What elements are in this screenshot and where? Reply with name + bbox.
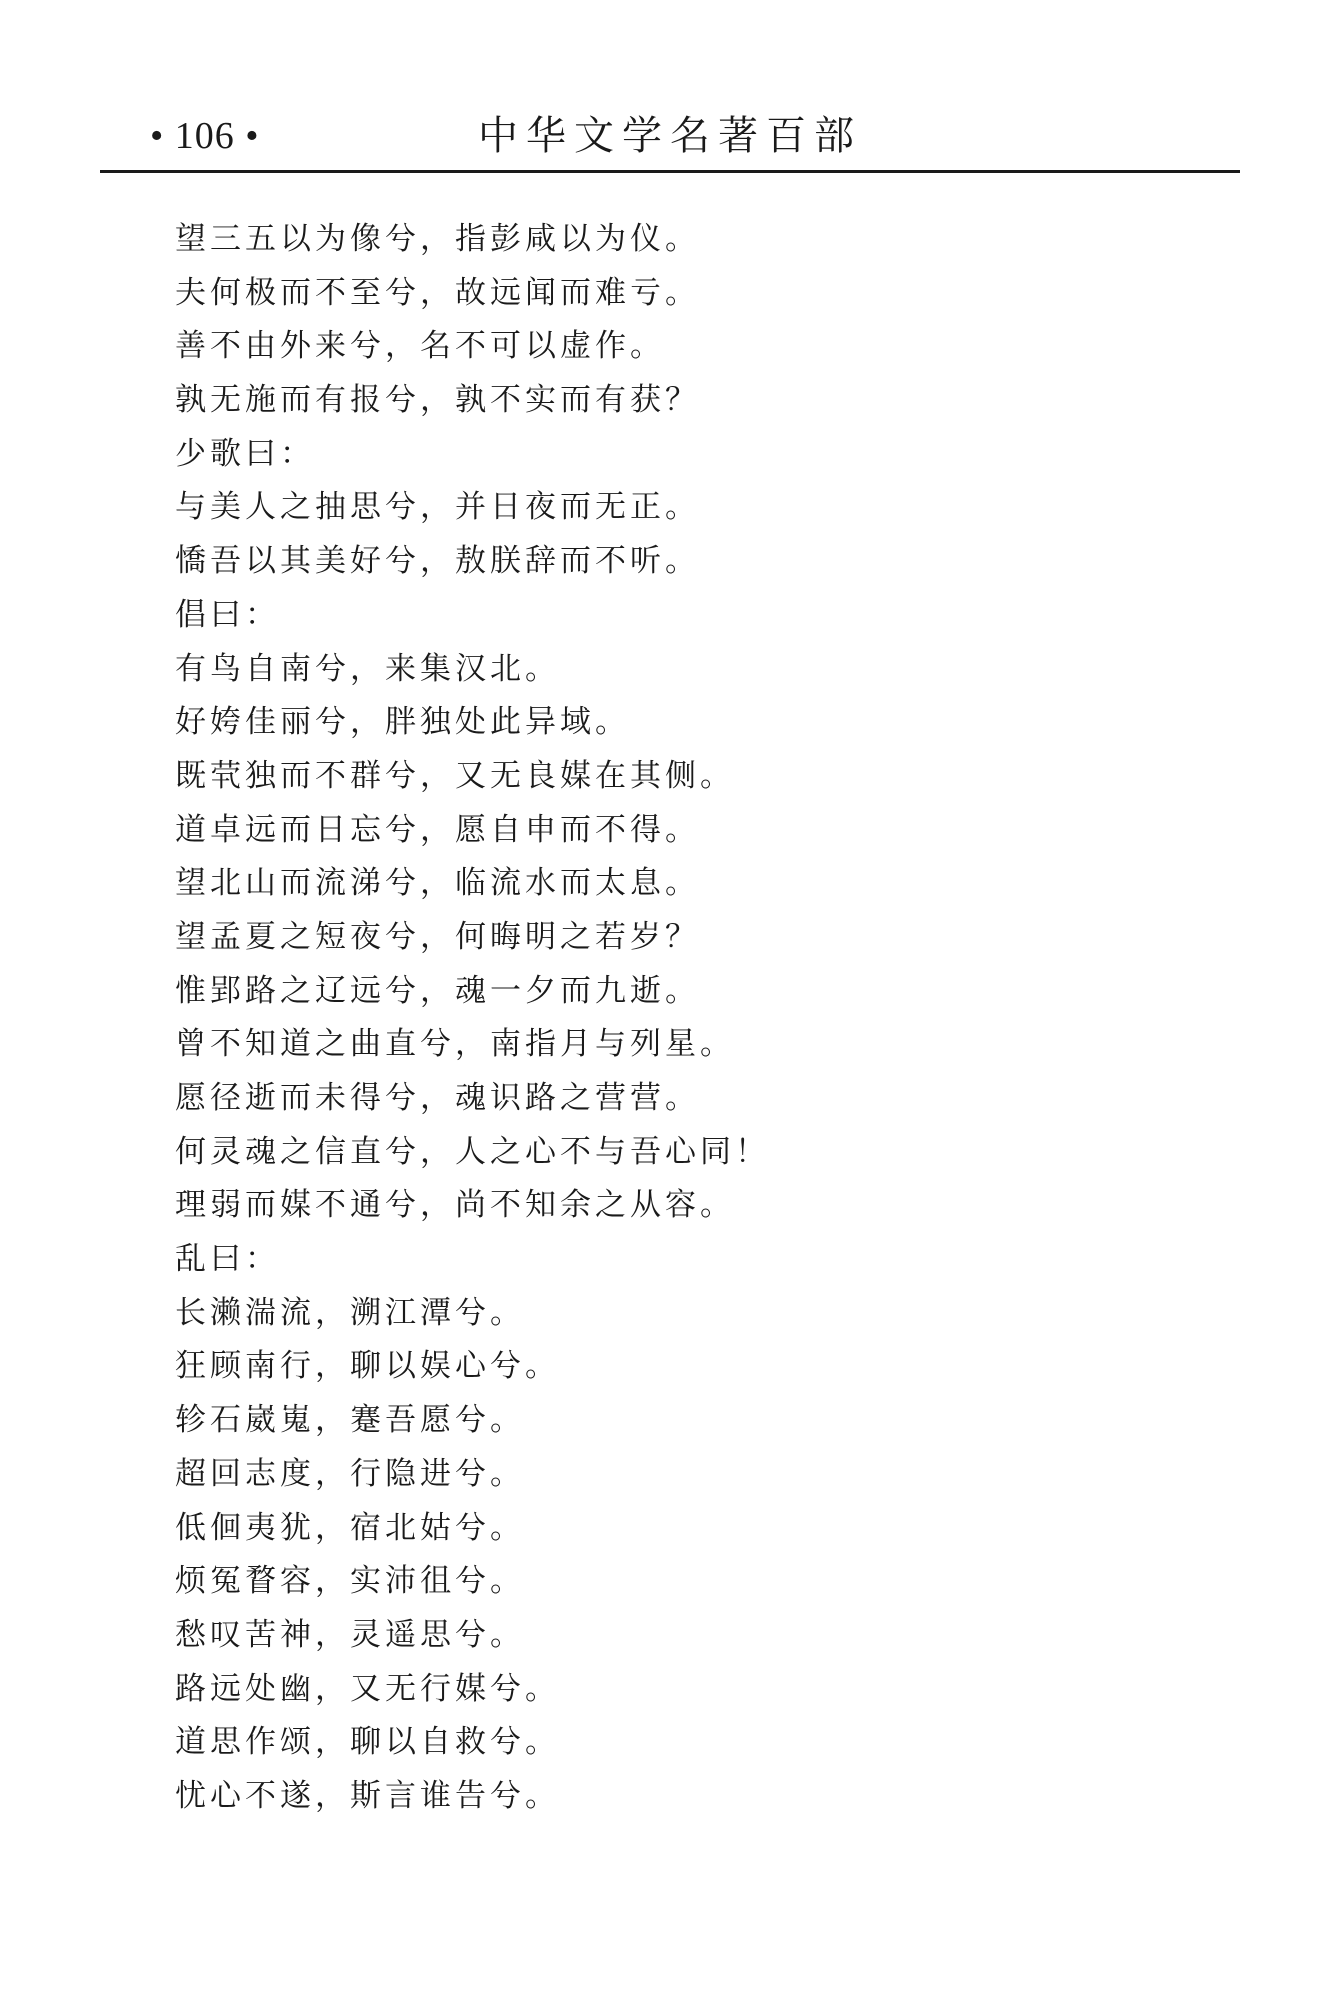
section-heading: 少歌曰： — [175, 435, 315, 472]
poem-line: 长濑湍流，溯江潭兮。 — [175, 1294, 525, 1331]
poem-line: 夫何极而不至兮，故远闻而难亏。 — [175, 274, 700, 311]
poem-line: 有鸟自南兮，来集汉北。 — [175, 650, 560, 687]
poem-line: 望三五以为像兮，指彭咸以为仪。 — [175, 221, 700, 257]
poem-line: 忧心不遂，斯言谁告兮。 — [175, 1777, 560, 1814]
poem-line: 曾不知道之曲直兮，南指月与列星。 — [175, 1026, 735, 1063]
poem-line: 低佪夷犹，宿北姑兮。 — [175, 1509, 525, 1546]
poem-line: 好姱佳丽兮，胖独处此异域。 — [175, 704, 630, 741]
poem-line: 愁叹苦神，灵遥思兮。 — [175, 1616, 525, 1653]
poem-line: 何灵魂之信直兮，人之心不与吾心同！ — [175, 1133, 770, 1170]
page-header — [100, 108, 1240, 170]
poem-line: 憍吾以其美好兮，敖朕辞而不听。 — [175, 543, 700, 580]
poem-line: 望孟夏之短夜兮，何晦明之若岁？ — [175, 918, 700, 955]
poem-line: 轸石崴嵬，蹇吾愿兮。 — [175, 1402, 525, 1439]
poem-line: 烦冤瞀容，实沛徂兮。 — [175, 1563, 525, 1600]
poem-line: 狂顾南行，聊以娱心兮。 — [175, 1348, 560, 1385]
page-number: • 106 • — [150, 115, 260, 157]
poem-body — [175, 213, 1225, 1824]
book-title: 中华文学名著百部 — [478, 113, 862, 159]
section-heading: 倡曰： — [175, 596, 280, 633]
poem-line: 与美人之抽思兮，并日夜而无正。 — [175, 489, 700, 526]
poem-line: 既茕独而不群兮，又无良媒在其侧。 — [175, 757, 735, 794]
section-heading: 乱曰： — [175, 1241, 280, 1278]
poem-line: 超回志度，行隐进兮。 — [175, 1455, 525, 1492]
poem-line: 道思作颂，聊以自救兮。 — [175, 1724, 560, 1761]
poem-line: 望北山而流涕兮，临流水而太息。 — [175, 865, 700, 902]
poem-line: 孰无施而有报兮，孰不实而有获？ — [175, 382, 700, 419]
poem-line: 善不由外来兮，名不可以虚作。 — [175, 328, 665, 365]
poem-line: 愿径逝而未得兮，魂识路之营营。 — [175, 1080, 700, 1116]
poem-line: 惟郢路之辽远兮，魂一夕而九逝。 — [175, 972, 700, 1009]
poem-line: 路远处幽，又无行媒兮。 — [175, 1670, 560, 1707]
poem-line: 理弱而媒不通兮，尚不知余之从容。 — [175, 1187, 735, 1224]
header-divider — [100, 170, 1240, 173]
poem-line: 道卓远而日忘兮，愿自申而不得。 — [175, 811, 700, 848]
